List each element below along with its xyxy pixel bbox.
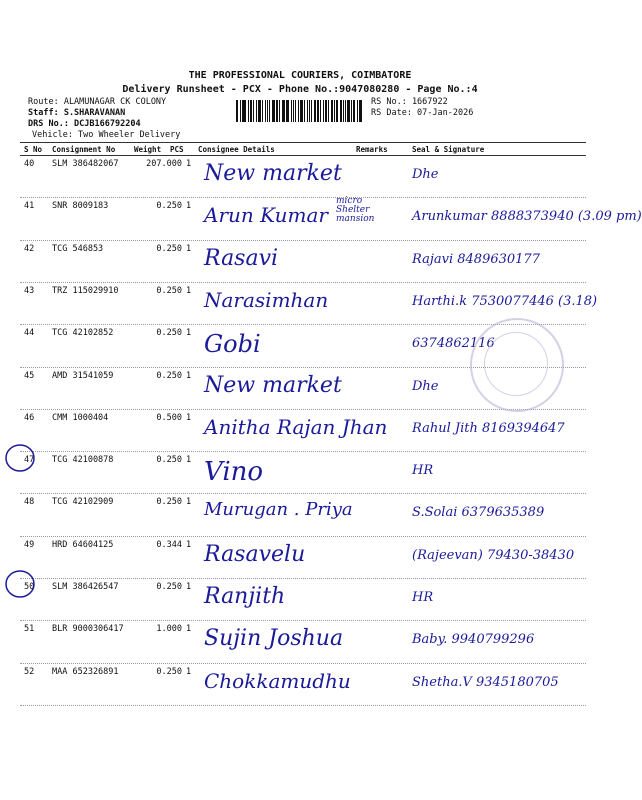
- row-sno: 50: [24, 582, 35, 592]
- row-weight: 0.250: [156, 285, 182, 296]
- row-consignment-no: TRZ 115029910: [52, 285, 119, 296]
- row-consignee-handwriting: Narasimhan: [204, 287, 329, 312]
- row-sno: 40: [24, 159, 35, 169]
- vehicle-label: Vehicle: Two Wheeler Delivery: [32, 130, 181, 140]
- row-pcs: 1: [186, 412, 192, 423]
- row-weight: 1.000: [156, 624, 182, 635]
- row-sno: 41: [24, 201, 35, 212]
- row-pcs: 1: [186, 285, 192, 296]
- row-consignee-handwriting: Rasavi: [204, 245, 279, 271]
- row-weight: 0.344: [156, 539, 182, 550]
- row-sno: 52: [24, 666, 35, 677]
- row-consignment-no: BLR 9000306417: [52, 624, 124, 635]
- company-name: THE PROFESSIONAL COURIERS, COIMBATORE: [188, 70, 412, 81]
- staff-label: Staff: S.SHARAVANAN: [28, 108, 126, 118]
- row-consignment-no: TCG 42100878: [52, 455, 114, 466]
- row-weight: 0.500: [156, 412, 182, 423]
- row-pcs: 1: [186, 370, 192, 381]
- col-seal-signature: Seal & Signature: [412, 145, 485, 154]
- row-consignment-no: MAA 652326891: [52, 666, 119, 677]
- row-sno: 51: [24, 624, 35, 635]
- row-sno: 49: [24, 539, 35, 550]
- row-pcs: 1: [186, 159, 192, 169]
- circle-mark-47: [6, 445, 34, 471]
- row-pcs: 1: [186, 624, 192, 635]
- col-pcs: PCS: [170, 145, 184, 154]
- row-signature-handwriting: (Rajeevan) 79430-38430: [412, 547, 575, 563]
- row-consignment-no: AMD 31541059: [52, 370, 114, 381]
- row-consignee-handwriting: Gobi: [204, 330, 261, 359]
- row-consignment-no: HRD 64604125: [52, 539, 114, 550]
- row-sno: 46: [24, 412, 35, 423]
- col-weight: Weight: [134, 145, 162, 154]
- row-pcs: 1: [186, 243, 192, 254]
- row-consignment-no: TCG 42102909: [52, 497, 114, 508]
- row-pcs: 1: [186, 201, 192, 212]
- row-consignment-no: TCG 42102852: [52, 328, 114, 339]
- row-signature-handwriting: Dhe: [412, 378, 439, 394]
- row-signature-handwriting: Rajavi 8489630177: [412, 251, 540, 267]
- row-signature-handwriting: S.Solai 6379635389: [412, 505, 545, 521]
- row-weight: 0.250: [156, 582, 182, 592]
- row-signature-handwriting: Baby. 9940799296: [412, 632, 535, 648]
- col-consignment: Consignment No: [52, 145, 116, 154]
- row-signature-handwriting: HR: [412, 590, 434, 605]
- row-sno: 42: [24, 243, 35, 254]
- row-signature-handwriting: Shetha.V 9345180705: [412, 674, 559, 690]
- row-sno: 47: [24, 455, 35, 466]
- row-consignment-no: SNR 8009183: [52, 201, 109, 212]
- row-pcs: 1: [186, 497, 192, 508]
- row-consignment-no: TCG 546853: [52, 243, 104, 254]
- row-weight: 0.250: [156, 455, 182, 466]
- col-sno: S No: [24, 145, 43, 154]
- row-signature-handwriting: 6374862116: [412, 336, 495, 352]
- row-pcs: 1: [186, 539, 192, 550]
- row-consignment-no: CMM 1000404: [52, 412, 109, 423]
- row-pcs: 1: [186, 582, 192, 592]
- row-weight: 0.250: [156, 497, 182, 508]
- row-signature-handwriting: Rahul Jith 8169394647: [412, 420, 565, 436]
- row-signature-handwriting: HR: [412, 463, 434, 479]
- row-pcs: 1: [186, 328, 192, 339]
- row-consignee-handwriting: Arun Kumar: [204, 203, 328, 228]
- row-weight: 0.250: [156, 328, 182, 339]
- row-consignee-handwriting: Ranjith: [204, 584, 286, 609]
- row-consignment-no: SLM 386482067: [52, 159, 119, 169]
- row-sno: 44: [24, 328, 35, 339]
- rs-number: RS No.: 1667922: [371, 97, 448, 107]
- row-pcs: 1: [186, 666, 192, 677]
- row-consignee-handwriting: Chokkamudhu: [204, 668, 351, 693]
- row-consignee-handwriting: Anitha Rajan Jhan: [204, 414, 388, 439]
- row-weight: 0.250: [156, 243, 182, 254]
- route-label: Route: ALAMUNAGAR CK COLONY: [28, 97, 167, 107]
- col-remarks: Remarks: [356, 145, 388, 154]
- row-signature-handwriting: Dhe: [412, 167, 439, 182]
- row-consignee-handwriting: Sujin Joshua: [204, 626, 344, 652]
- drs-number: DRS No.: DCJB166792204: [28, 119, 141, 129]
- row-signature-handwriting: Harthi.k 7530077446 (3.18): [412, 293, 598, 309]
- row-weight: 207.000: [146, 159, 182, 169]
- row-signature-handwriting: Arunkumar 8888373940 (3.09 pm): [412, 209, 642, 225]
- row-sno: 45: [24, 370, 35, 381]
- row-sno: 43: [24, 285, 35, 296]
- row-consignment-no: SLM 386426547: [52, 582, 119, 592]
- rs-date: RS Date: 07-Jan-2026: [371, 108, 474, 118]
- row-weight: 0.250: [156, 201, 182, 212]
- row-consignee-handwriting: Rasavelu: [204, 541, 306, 567]
- row-consignee-handwriting: New market: [204, 372, 342, 398]
- row-consignee-handwriting: Murugan . Priya: [204, 499, 353, 521]
- circle-mark-50: [6, 571, 34, 597]
- row-pcs: 1: [186, 455, 192, 466]
- row-consignee-handwriting: Vino: [204, 457, 264, 488]
- runsheet-title: Delivery Runsheet - PCX - Phone No.:9047080280 - Page No.:4: [122, 84, 478, 95]
- row-consignee-handwriting: New market: [204, 161, 342, 186]
- col-consignee: Consignee Details: [198, 145, 275, 154]
- row-weight: 0.250: [156, 666, 182, 677]
- row-weight: 0.250: [156, 370, 182, 381]
- row-consignee-note: micro Shelter mansion: [336, 196, 375, 225]
- row-sno: 48: [24, 497, 35, 508]
